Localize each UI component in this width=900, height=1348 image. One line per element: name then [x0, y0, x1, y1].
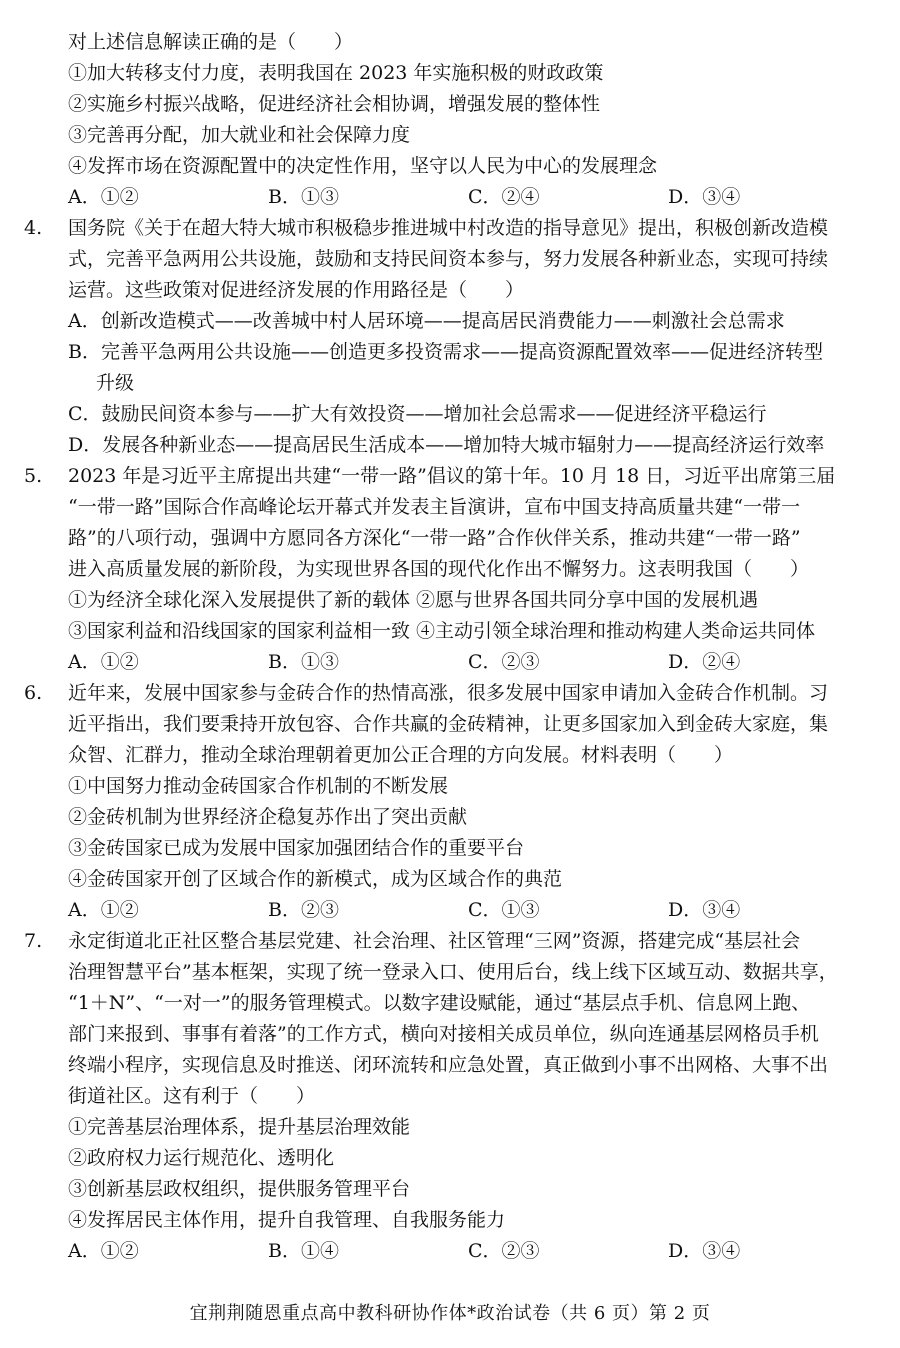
q4-choice-a: A．创新改造模式——改善城中村人居环境——提高居民消费能力——刺激社会总需求: [68, 310, 785, 332]
q7-statement-4: ④发挥居民主体作用，提升自我管理、自我服务能力: [68, 1209, 506, 1231]
option-c: C．②③: [468, 1240, 540, 1262]
q4-stem-line-2: 式，完善平急两用公共设施，鼓励和支持民间资本参与，努力发展各种新业态，实现可持续: [68, 248, 829, 270]
q5-stem-line-1: 2023 年是习近平主席提出共建“一带一路”倡议的第十年。10 月 18 日，习近平出席第三届: [68, 465, 836, 487]
q6-stem-line-2: 近平指出，我们要秉持开放包容、合作共赢的金砖精神，让更多国家加入到金砖大家庭，集: [68, 713, 829, 735]
option-a: A．①②: [68, 186, 139, 208]
q7-stem-line-4: 部门来报到、事事有着落”的工作方式，横向对接相关成员单位，纵向连通基层网格员手机: [68, 1023, 819, 1045]
q4-choice-d: D．发展各种新业态——提高居民生活成本——增加特大城市辐射力——提高经济运行效率: [68, 434, 825, 456]
q6-statement-2: ②金砖机制为世界经济企稳复苏作出了突出贡献: [68, 806, 468, 828]
q6-stem-line-3: 众智、汇群力，推动全球治理朝着更加公正合理的方向发展。材料表明（ ）: [68, 744, 734, 766]
q4-choice-b-cont: 升级: [96, 372, 135, 394]
option-a: A．①②: [68, 899, 139, 921]
q5-stem-line-2: “一带一路”国际合作高峰论坛开幕式并发表主旨演讲，宣布中国支持高质量共建“一带一: [68, 496, 801, 518]
page-footer: 宜荆荆随恩重点高中教科研协作体*政治试卷（共 6 页）第 2 页: [189, 1303, 711, 1324]
intro-options: [68, 183, 868, 211]
q6-options: [68, 896, 868, 924]
option-d: D．③④: [668, 1240, 741, 1262]
option-c: C．②③: [468, 651, 540, 673]
option-c: C．①③: [468, 899, 540, 921]
intro-stem: 对上述信息解读正确的是（ ）: [68, 31, 354, 53]
option-d: D．③④: [668, 899, 741, 921]
intro-statement-2: ②实施乡村振兴战略，促进经济社会相协调，增强发展的整体性: [68, 93, 601, 115]
q7-statement-2: ②政府权力运行规范化、透明化: [68, 1147, 335, 1169]
option-c: C．②④: [468, 186, 540, 208]
intro-statement-1: ①加大转移支付力度，表明我国在 2023 年实施积极的财政政策: [68, 62, 604, 84]
option-d: D．③④: [668, 186, 741, 208]
q4-stem-line-1: 国务院《关于在超大特大城市积极稳步推进城中村改造的指导意见》提出，积极创新改造模: [68, 217, 829, 239]
q7-stem-line-1: 永定街道北正社区整合基层党建、社会治理、社区管理“三网”资源，搭建完成“基层社会: [68, 930, 801, 952]
q5-stem-line-4: 进入高质量发展的新阶段，为实现世界各国的现代化作出不懈努力。这表明我国（ ）: [68, 558, 810, 580]
option-a: A．①②: [68, 1240, 139, 1262]
q7-statement-3: ③创新基层政权组织，提供服务管理平台: [68, 1178, 411, 1200]
option-d: D．②④: [668, 651, 741, 673]
intro-statement-4: ④发挥市场在资源配置中的决定性作用，坚守以人民为中心的发展理念: [68, 155, 658, 177]
q4-choice-c: C．鼓励民间资本参与——扩大有效投资——增加社会总需求——促进经济平稳运行: [68, 403, 767, 425]
option-b: B．①③: [268, 651, 339, 673]
question-number-7: 7.: [24, 930, 43, 952]
q5-options: [68, 648, 868, 676]
q4-choice-b: B．完善平急两用公共设施——创造更多投资需求——提高资源配置效率——促进经济转型: [68, 341, 823, 363]
q7-stem-line-6: 街道社区。这有利于（ ）: [68, 1085, 316, 1107]
q5-statements-line-1: ①为经济全球化深入发展提供了新的载体 ②愿与世界各国共同分享中国的发展机遇: [68, 589, 759, 611]
question-number-6: 6.: [24, 682, 43, 704]
q7-statement-1: ①完善基层治理体系，提升基层治理效能: [68, 1116, 411, 1138]
question-number-5: 5.: [24, 465, 43, 487]
question-number-4: 4.: [24, 217, 43, 239]
q7-stem-line-5: 终端小程序，实现信息及时推送、闭环流转和应急处置，真正做到小事不出网格、大事不出: [68, 1054, 829, 1076]
intro-statement-3: ③完善再分配，加大就业和社会保障力度: [68, 124, 411, 146]
q7-stem-line-2: 治理智慧平台”基本框架，实现了统一登录入口、使用后台，线上线下区域互动、数据共享，: [68, 961, 838, 983]
option-b: B．①④: [268, 1240, 339, 1262]
option-b: B．①③: [268, 186, 339, 208]
q6-statement-1: ①中国努力推动金砖国家合作机制的不断发展: [68, 775, 449, 797]
q7-stem-line-3: “1＋N”、“一对一”的服务管理模式。以数字建设赋能，通过“基层点手机、信息网上跑、: [68, 992, 811, 1014]
q6-stem-line-1: 近年来，发展中国家参与金砖合作的热情高涨，很多发展中国家申请加入金砖合作机制。习: [68, 682, 829, 704]
q5-stem-line-3: 路”的八项行动，强调中方愿同各方深化“一带一路”合作伙伴关系，推动共建“一带一路”: [68, 527, 801, 549]
q7-options: [68, 1237, 868, 1265]
q6-statement-3: ③金砖国家已成为发展中国家加强团结合作的重要平台: [68, 837, 525, 859]
q5-statements-line-2: ③国家利益和沿线国家的国家利益相一致 ④主动引领全球治理和推动构建人类命运共同体: [68, 620, 816, 642]
q4-stem-line-3: 运营。这些政策对促进经济发展的作用路径是（ ）: [68, 279, 525, 301]
option-a: A．①②: [68, 651, 139, 673]
q6-statement-4: ④金砖国家开创了区域合作的新模式，成为区域合作的典范: [68, 868, 563, 890]
option-b: B．②③: [268, 899, 339, 921]
